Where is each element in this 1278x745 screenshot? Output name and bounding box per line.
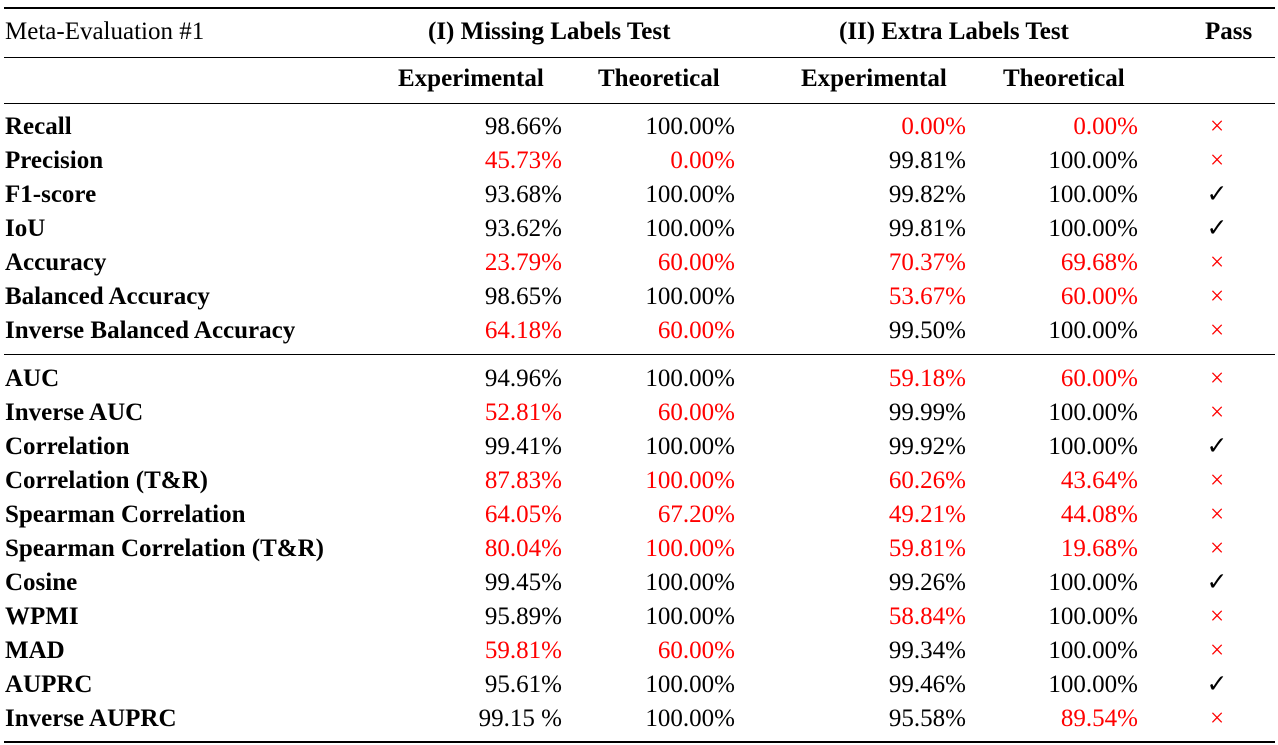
extra-experimental-value: 0.00% [901,113,966,140]
extra-theoretical-value: 100.00% [1048,317,1138,344]
metric-label: Precision [5,147,104,174]
pass-header: Pass [1205,18,1253,45]
missing-theoretical-value: 67.20% [657,501,735,528]
extra-theoretical-value: 100.00% [1048,215,1138,242]
missing-theoretical-value: 100.00% [645,215,735,242]
group-rule [4,354,1275,355]
metric-label: WPMI [5,603,79,630]
extra-experimental-value: 99.82% [888,181,966,208]
extra-experimental-value: 99.99% [888,399,966,426]
metric-label: Inverse AUC [5,399,144,426]
cross-mark-icon: × [1209,467,1225,494]
extra-theoretical-value: 0.00% [1073,113,1138,140]
missing-experimental-value: 45.73% [484,147,562,174]
missing-theoretical-value: 100.00% [645,535,735,562]
missing-experimental-value: 93.62% [484,215,562,242]
missing-experimental-value: 59.81% [484,637,562,664]
extra-experimental-value: 99.50% [888,317,966,344]
subheader-rule [4,103,1275,104]
cross-mark-icon: × [1209,399,1225,426]
extra-theoretical-value: 100.00% [1048,147,1138,174]
metric-label: F1-score [5,181,97,208]
missing-experimental-value: 23.79% [484,249,562,276]
metric-label: MAD [5,637,65,664]
extra-experimental-value: 70.37% [888,249,966,276]
cross-mark-icon: × [1209,603,1225,630]
missing-theoretical-value: 100.00% [645,705,735,732]
check-mark-icon: ✓ [1206,569,1228,596]
missing-theoretical-value: 60.00% [657,399,735,426]
extra-theoretical-value: 44.08% [1060,501,1138,528]
extra-experimental-value: 99.81% [888,147,966,174]
extra-theoretical-value: 89.54% [1060,705,1138,732]
metric-label: Correlation [5,433,130,460]
subheader-theoretical-2: Theoretical [1003,65,1125,92]
missing-experimental-value: 98.65% [484,283,562,310]
missing-theoretical-value: 100.00% [645,603,735,630]
metric-label: AUPRC [5,671,93,698]
extra-theoretical-value: 60.00% [1060,365,1138,392]
cross-mark-icon: × [1209,535,1225,562]
metric-label: Cosine [5,569,78,596]
missing-theoretical-value: 100.00% [645,671,735,698]
missing-experimental-value: 64.18% [484,317,562,344]
metric-label: Correlation (T&R) [5,467,208,494]
extra-experimental-value: 59.81% [888,535,966,562]
missing-experimental-value: 64.05% [484,501,562,528]
missing-experimental-value: 93.68% [484,181,562,208]
subheader-theoretical-1: Theoretical [598,65,720,92]
metric-label: Inverse AUPRC [5,705,177,732]
extra-experimental-value: 99.46% [888,671,966,698]
missing-theoretical-value: 100.00% [645,467,735,494]
missing-theoretical-value: 100.00% [645,365,735,392]
missing-experimental-value: 99.45% [484,569,562,596]
top-rule [4,7,1275,9]
missing-theoretical-value: 0.00% [670,147,735,174]
extra-experimental-value: 99.26% [888,569,966,596]
cross-mark-icon: × [1209,283,1225,310]
extra-experimental-value: 53.67% [888,283,966,310]
extra-theoretical-value: 100.00% [1048,399,1138,426]
cross-mark-icon: × [1209,501,1225,528]
extra-experimental-value: 59.18% [888,365,966,392]
bottom-rule [4,741,1275,743]
missing-theoretical-value: 60.00% [657,249,735,276]
extra-theoretical-value: 69.68% [1060,249,1138,276]
cross-mark-icon: × [1209,147,1225,174]
metric-label: Balanced Accuracy [5,283,210,310]
missing-experimental-value: 98.66% [484,113,562,140]
extra-theoretical-value: 100.00% [1048,569,1138,596]
extra-theoretical-value: 60.00% [1060,283,1138,310]
extra-experimental-value: 58.84% [888,603,966,630]
extra-theoretical-value: 19.68% [1060,535,1138,562]
extra-experimental-value: 99.81% [888,215,966,242]
cross-mark-icon: × [1209,317,1225,344]
header-rule [4,57,1275,58]
extra-theoretical-value: 100.00% [1048,671,1138,698]
metric-label: Inverse Balanced Accuracy [5,317,296,344]
extra-theoretical-value: 100.00% [1048,637,1138,664]
missing-experimental-value: 95.61% [484,671,562,698]
check-mark-icon: ✓ [1206,215,1228,242]
corner-label: Meta-Evaluation #1 [5,18,205,45]
missing-theoretical-value: 100.00% [645,433,735,460]
check-mark-icon: ✓ [1206,181,1228,208]
cross-mark-icon: × [1209,113,1225,140]
metric-label: Spearman Correlation (T&R) [5,535,324,562]
extra-experimental-value: 95.58% [888,705,966,732]
missing-theoretical-value: 100.00% [645,181,735,208]
check-mark-icon: ✓ [1206,433,1228,460]
extra-experimental-value: 60.26% [888,467,966,494]
cross-mark-icon: × [1209,705,1225,732]
missing-experimental-value: 80.04% [484,535,562,562]
missing-experimental-value: 52.81% [484,399,562,426]
extra-theoretical-value: 43.64% [1060,467,1138,494]
metric-label: Recall [5,113,72,140]
subheader-experimental-1: Experimental [398,65,544,92]
group-header-extra: (II) Extra Labels Test [839,18,1069,45]
extra-experimental-value: 99.92% [888,433,966,460]
subheader-experimental-2: Experimental [801,65,947,92]
group-header-missing: (I) Missing Labels Test [428,18,671,45]
metric-label: AUC [5,365,60,392]
extra-experimental-value: 49.21% [888,501,966,528]
check-mark-icon: ✓ [1206,671,1228,698]
cross-mark-icon: × [1209,249,1225,276]
missing-experimental-value: 87.83% [484,467,562,494]
missing-experimental-value: 99.41% [484,433,562,460]
missing-theoretical-value: 60.00% [657,317,735,344]
cross-mark-icon: × [1209,365,1225,392]
missing-theoretical-value: 100.00% [645,569,735,596]
missing-experimental-value: 99.15 % [478,705,562,732]
metric-label: IoU [5,215,46,242]
extra-theoretical-value: 100.00% [1048,603,1138,630]
metric-label: Spearman Correlation [5,501,246,528]
metric-label: Accuracy [5,249,107,276]
missing-theoretical-value: 60.00% [657,637,735,664]
missing-theoretical-value: 100.00% [645,283,735,310]
cross-mark-icon: × [1209,637,1225,664]
missing-experimental-value: 94.96% [484,365,562,392]
missing-theoretical-value: 100.00% [645,113,735,140]
missing-experimental-value: 95.89% [484,603,562,630]
extra-theoretical-value: 100.00% [1048,433,1138,460]
extra-theoretical-value: 100.00% [1048,181,1138,208]
extra-experimental-value: 99.34% [888,637,966,664]
